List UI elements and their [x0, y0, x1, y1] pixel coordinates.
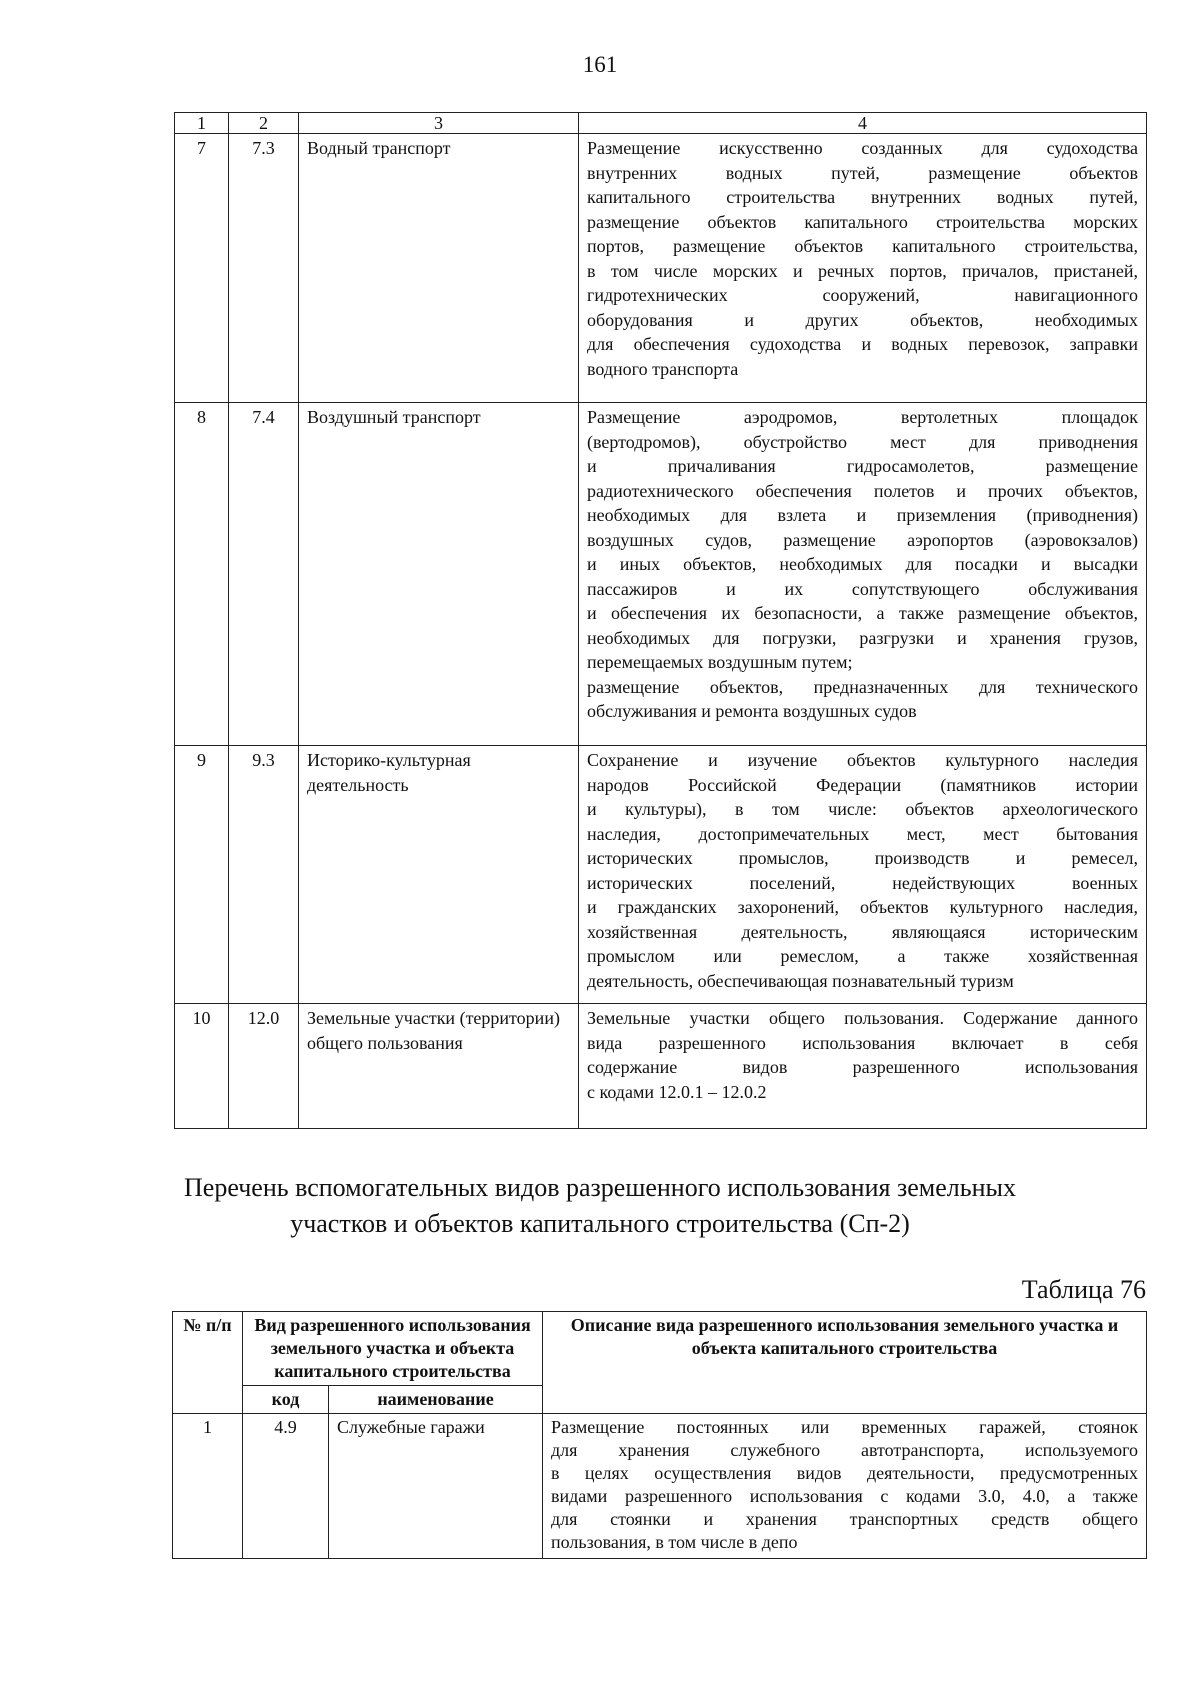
description-line: водного транспорта: [587, 358, 739, 379]
use-code: 12.0: [229, 1004, 299, 1129]
description-line: перемещаемых воздушным путем;: [587, 652, 853, 672]
row-number: 7: [175, 134, 229, 403]
description-line: портов, размещение объектов капитального строительства,: [587, 236, 1138, 256]
description-line: видами разрешенного использования с кодами 3.0, 4.0, а также: [551, 1486, 1139, 1506]
description-line: с кодами 12.0.1 – 12.0.2: [587, 1081, 767, 1102]
use-name: Земельные участки (территории) общего пользования: [299, 1004, 579, 1129]
use-code: 9.3: [229, 746, 299, 1004]
description-line: обслуживания и ремонта воздушных судов: [587, 701, 917, 721]
use-description: [579, 746, 1147, 1004]
page-number: 161: [582, 52, 618, 77]
use-description: [579, 403, 1147, 746]
description-line: и гражданских захоронений, объектов культурного наследия,: [587, 897, 1138, 917]
description-line: в том числе морских и речных портов, причалов, пристаней,: [587, 260, 1138, 281]
column-number: 2: [229, 113, 299, 134]
description-line: Размещение постоянных или временных гаражей, стоянок: [551, 1417, 1139, 1437]
description-line: и иных объектов, необходимых для посадки и высадки: [587, 554, 1138, 574]
use-description: [579, 134, 1147, 403]
table-row: [175, 403, 1147, 746]
description-line: Земельные участки общего пользования. Содержание данного: [587, 1008, 1138, 1028]
table-row: [175, 746, 1147, 1004]
row-number: 8: [175, 403, 229, 746]
header-row: [173, 1312, 1147, 1386]
use-name: Служебные гаражи: [329, 1414, 543, 1559]
description-line: и культуры), в том числе: объектов археологического: [587, 799, 1138, 819]
header-type-group: Вид разрешенного использования земельного участка и объекта капитального строительства: [243, 1312, 543, 1386]
description-line: исторических промыслов, производств и ремесел,: [587, 848, 1138, 868]
description-line: содержание видов разрешенного использования: [587, 1057, 1138, 1077]
description-line: пассажиров и их сопутствующего обслуживания: [587, 578, 1138, 599]
description-line: внутренних водных путей, размещение объектов: [587, 162, 1138, 183]
description-line: Сохранение и изучение объектов культурного наследия: [587, 750, 1138, 770]
description-line: Размещение аэродромов, вертолетных площадок: [587, 407, 1138, 427]
use-name: Водный транспорт: [299, 134, 579, 403]
row-number: 10: [175, 1004, 229, 1129]
description-line: исторических поселений, недействующих военных: [587, 872, 1138, 893]
description-line: оборудования и других объектов, необходимых: [587, 309, 1138, 330]
table-row: [175, 1004, 1147, 1129]
column-number: 3: [299, 113, 579, 134]
description-line: хозяйственная деятельность, являющаяся историческим: [587, 921, 1138, 942]
table-row: [175, 134, 1147, 403]
use-code: 7.4: [229, 403, 299, 746]
use-description: [543, 1414, 1147, 1559]
description-line: размещение объектов капитального строительства морских: [587, 211, 1138, 232]
description-line: (вертодромов), обустройство мест для приводнения: [587, 431, 1138, 452]
description-line: для стоянки и хранения транспортных средств общего: [551, 1509, 1139, 1529]
use-code: 7.3: [229, 134, 299, 403]
description-line: пользования, в том числе в депо: [551, 1532, 798, 1552]
use-name: Историко-культурная деятельность: [299, 746, 579, 1004]
description-line: для обеспечения судоходства и водных перевозок, заправки: [587, 334, 1138, 354]
description-line: в целях осуществления видов деятельности, предусмотренных: [551, 1463, 1139, 1483]
description-line: размещение объектов, предназначенных для технического: [587, 676, 1138, 697]
description-line: капитального строительства внутренних водных путей,: [587, 187, 1138, 207]
header-description: Описание вида разрешенного использования земельного участка и объекта капитального строительства: [543, 1312, 1147, 1414]
description-line: Размещение искусственно созданных для судоходства: [587, 138, 1138, 158]
description-line: деятельность, обеспечивающая познавательный туризм: [587, 970, 1014, 991]
table-row: [173, 1414, 1147, 1559]
row-number: 1: [173, 1414, 243, 1559]
description-line: и обеспечения их безопасности, а также размещение объектов,: [587, 603, 1138, 623]
column-number: 4: [579, 113, 1147, 134]
header-name: наименование: [329, 1386, 543, 1414]
table-label: Таблица 76: [1021, 1275, 1146, 1304]
description-line: и причаливания гидросамолетов, размещение: [587, 456, 1138, 476]
description-line: радиотехнического обеспечения полетов и прочих объектов,: [587, 480, 1138, 501]
description-line: наследия, достопримечательных мест, мест бытования: [587, 823, 1138, 844]
description-line: вида разрешенного использования включает в себя: [587, 1032, 1138, 1053]
row-number: 9: [175, 746, 229, 1004]
description-line: народов Российской Федерации (памятников истории: [587, 774, 1138, 795]
column-number: 1: [175, 113, 229, 134]
use-description: [579, 1004, 1147, 1129]
description-line: воздушных судов, размещение аэропортов (аэровокзалов): [587, 529, 1138, 550]
column-number-row: [175, 113, 1147, 134]
section-title: Перечень вспомогательных видов разрешенного использования земельных участков и объектов капитального строительства (Сп-2): [184, 1173, 1016, 1238]
description-line: необходимых для взлета и приземления (приводнения): [587, 505, 1138, 525]
description-line: промыслом или ремеслом, а также хозяйственная: [587, 946, 1138, 966]
use-name: Воздушный транспорт: [299, 403, 579, 746]
description-line: необходимых для погрузки, разгрузки и хранения грузов,: [587, 627, 1138, 648]
description-line: для хранения служебного автотранспорта, используемого: [551, 1440, 1139, 1460]
use-code: 4.9: [243, 1414, 329, 1559]
header-num: № п/п: [173, 1312, 243, 1414]
auxiliary-uses-table: [172, 1311, 1147, 1559]
header-code: код: [243, 1386, 329, 1414]
description-line: гидротехнических сооружений, навигационного: [587, 285, 1138, 305]
land-use-table-continued: [174, 112, 1147, 1129]
